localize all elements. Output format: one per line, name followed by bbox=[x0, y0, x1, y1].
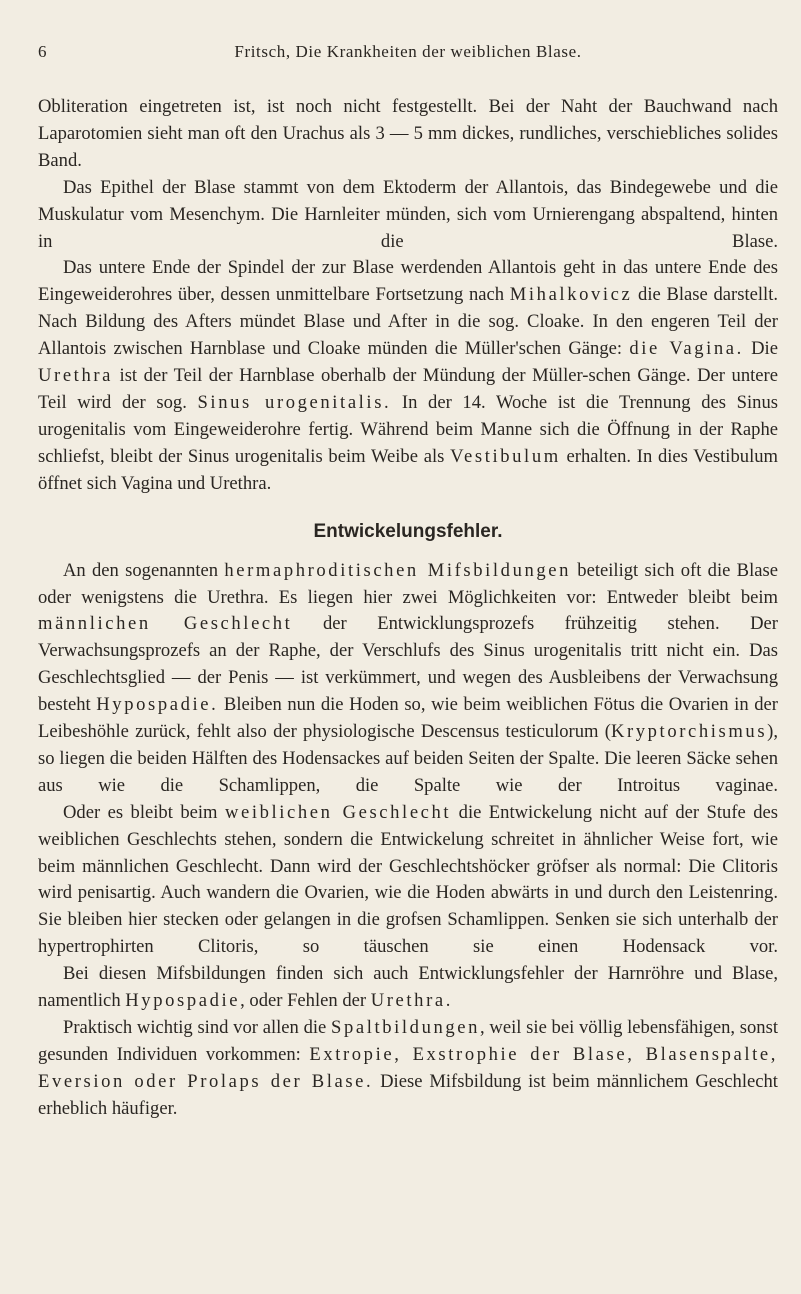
paragraph bbox=[38, 255, 778, 497]
paragraph bbox=[38, 800, 778, 961]
text-run: erhalten. In dies Vestibulum öffnet sich Vagina und Urethra. bbox=[38, 445, 778, 494]
spaced-term: weiblichen Geschlecht bbox=[224, 801, 452, 823]
spaced-term: hermaphroditischen Mifsbildungen bbox=[224, 559, 572, 581]
spaced-term: Spaltbildungen bbox=[331, 1017, 481, 1038]
text-run: Diese Mifsbildung ist beim männlichem Geschlecht erheblich häufiger. bbox=[38, 1070, 778, 1119]
text-run: , weil sie bei völlig lebensfähigen, sonst gesunden Individuen vorkommen: bbox=[38, 1017, 779, 1065]
spaced-term: Kryptorchismus bbox=[610, 721, 768, 743]
text-run: ), so liegen die beiden Hälften des Hodensackes auf beiden Seiten der Spalte. Die leeren Säcke sehen aus wie die Schamlippen, die Spalte wie der Introitus vaginae. bbox=[38, 721, 778, 796]
text-run: Oder es bleibt beim bbox=[63, 801, 225, 823]
paragraph bbox=[38, 1015, 778, 1123]
text-run: In der 14. Woche ist die Trennung des Sinus urogenitalis vom Eingeweiderohre fertig. Während beim Manne sich die Öffnung in der Raphe schliefst, bleibt der Sinus urogenitalis beim Weibe als bbox=[38, 391, 778, 467]
spaced-term: Hypospadie. bbox=[96, 694, 219, 716]
text-run: Das untere Ende der Spindel der zur Blase werdenden Allantois geht in das untere Ende des Eingeweiderohres über, dessen unmittelbare Fortsetzung nach bbox=[38, 257, 778, 306]
paragraph bbox=[38, 175, 778, 256]
paragraph bbox=[38, 558, 778, 800]
text-run: Bleiben nun die Hoden so, wie beim weiblichen Fötus die Ovarien in der Leibeshöhle zurück, fehlt also der physiologische Descensus testiculorum ( bbox=[38, 694, 778, 743]
text-run: Die bbox=[743, 338, 778, 360]
page-header bbox=[38, 42, 778, 68]
text-run: beteiligt sich oft die Blase oder wenigstens die Urethra. Es liegen hier zwei Möglichkeiten vor: Entweder bleibt beim bbox=[38, 559, 778, 608]
spaced-term: männlichen Geschlecht bbox=[38, 613, 293, 635]
text-run: der Entwicklungsprozefs frühzeitig stehen. Der Verwachsungsprozefs an der Raphe, der Verschlufs des Sinus urogenitalis tritt nicht ein. Das Geschlechtsglied — der Penis — ist verkümmert, und wegen des Ausbleibens der Verwachsung besteht bbox=[38, 613, 778, 716]
spaced-term: Sinus urogenitalis. bbox=[197, 391, 392, 413]
spaced-term: die Vagina. bbox=[629, 338, 744, 360]
text-run: An den sogenannten bbox=[63, 559, 225, 581]
spaced-term: Extropie, Exstrophie der Blase, Blasenspalte, Eversion oder Prolaps der Blase. bbox=[38, 1043, 779, 1092]
text-run: Das Epithel der Blase stammt von dem Ektoderm der Allantois, das Bindegewebe und die Muskulatur vom Mesenchym. Die Harnleiter münden, sich vom Urnierengang abspaltend, hinten in die Blase. bbox=[38, 176, 778, 252]
text-run: die Entwickelung nicht auf der Stufe des weiblichen Geschlechts stehen, sondern die Entwickelung schreitet in ähnlicher Weise fort, wie beim männlichen Geschlecht. Dann wird der Geschlechtshöcker gröfser als normal: Die Clitoris wird penisartig. Auch wandern die Ovarien, wie die Hoden abwärts in und durch den Leistenring. Sie bleiben hier stecken oder gelangen in die grofsen Schamlippen. Senken sie sich unterhalb der hypertrophirten Clitoris, so täuschen sie einen Hodensack vor. bbox=[38, 801, 778, 958]
text-run: Obliteration eingetreten ist, ist noch nicht festgestellt. Bei der Naht der Bauchwand nach Laparotomien sieht man oft den Urachus als 3 — 5 mm dickes, rundliches, verschiebliches solides Band. bbox=[38, 96, 778, 171]
spaced-term: Urethra. bbox=[370, 990, 453, 1012]
running-title: Fritsch, Die Krankheiten der weiblichen Blase. bbox=[234, 42, 582, 61]
text-run: , oder Fehlen der bbox=[240, 990, 371, 1012]
spaced-term: Vestibulum bbox=[450, 445, 561, 467]
text-run: ist der Teil der Harnblase oberhalb der Mündung der Müller-schen Gänge. Der untere Teil wird der sog. bbox=[38, 365, 778, 413]
text-run: Praktisch wichtig sind vor allen die bbox=[63, 1017, 332, 1038]
spaced-term: Urethra bbox=[38, 365, 113, 387]
spaced-term: Hypospadie bbox=[125, 990, 241, 1012]
body-text bbox=[38, 94, 778, 1123]
page-number: 6 bbox=[38, 42, 47, 61]
text-run: die Blase darstellt. Nach Bildung des Afters mündet Blase und After in die sog. Cloake. In den engeren Teil der Allantois zwischen Harnblase und Cloake münden die Müller'schen Gänge: bbox=[38, 284, 779, 360]
section-heading: Entwickelungsfehler. bbox=[313, 520, 503, 542]
paragraph bbox=[38, 94, 778, 175]
paragraph bbox=[38, 961, 778, 1015]
text-run: Bei diesen Mifsbildungen finden sich auch Entwicklungsfehler der Harnröhre und Blase, namentlich bbox=[38, 963, 778, 1012]
spaced-term: Mihalkovicz bbox=[509, 284, 633, 306]
